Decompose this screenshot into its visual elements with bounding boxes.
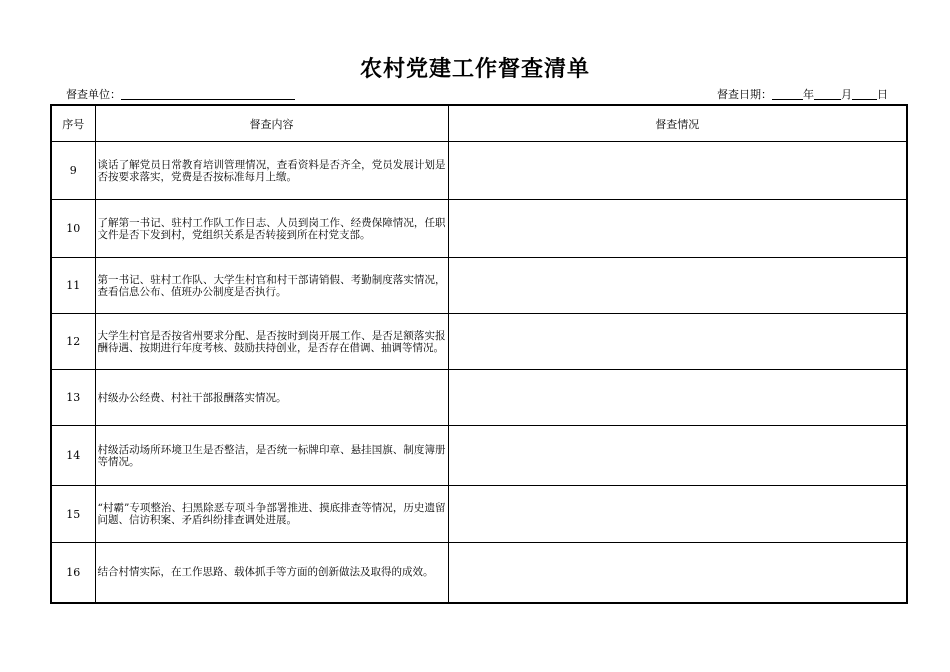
- row-number: 16: [51, 543, 95, 603]
- row-number: 14: [51, 426, 95, 486]
- row-number: 15: [51, 486, 95, 543]
- day-label: 日: [877, 88, 888, 101]
- row-number: 11: [51, 258, 95, 314]
- row-status-cell[interactable]: [448, 370, 907, 426]
- row-number: 13: [51, 370, 95, 426]
- row-status-cell[interactable]: [448, 314, 907, 370]
- row-status-cell[interactable]: [448, 486, 907, 543]
- table-row: [51, 486, 907, 543]
- table-row: [51, 258, 907, 314]
- row-content: 村级活动场所环境卫生是否整洁，是否统一标牌印章、悬挂国旗、制度簿册等情况。: [95, 426, 448, 486]
- inspection-date-line: [717, 86, 888, 102]
- row-content: “村霸”专项整治、扫黑除恶专项斗争部署推进、摸底排查等情况，历史遗留问题、信访积案、矛盾纠纷排查调处进展。: [95, 486, 448, 543]
- inspection-table: [50, 104, 908, 604]
- row-number: 12: [51, 314, 95, 370]
- column-header-number: 序号: [51, 105, 95, 142]
- inspection-date-label: 督查日期：: [717, 88, 772, 101]
- table-row: [51, 426, 907, 486]
- row-content: 第一书记、驻村工作队、大学生村官和村干部请销假、考勤制度落实情况，查看信息公布、值班办公制度是否执行。: [95, 258, 448, 314]
- table-row: [51, 543, 907, 603]
- row-status-cell[interactable]: [448, 426, 907, 486]
- table-header-row: [51, 105, 907, 142]
- row-content: 大学生村官是否按省州要求分配、是否按时到岗开展工作、是否足额落实报酬待遇、按期进行年度考核、鼓励扶持创业，是否存在借调、抽调等情况。: [95, 314, 448, 370]
- day-blank[interactable]: [852, 88, 877, 100]
- row-content: 了解第一书记、驻村工作队工作日志、人员到岗工作、经费保障情况，任职文件是否下发到村，党组织关系是否转接到所在村党支部。: [95, 200, 448, 258]
- column-header-status: 督查情况: [448, 105, 907, 142]
- row-content: 谈话了解党员日常教育培训管理情况，查看资料是否齐全，党员发展计划是否按要求落实，党费是否按标准每月上缴。: [95, 142, 448, 200]
- year-label: 年: [803, 88, 814, 101]
- month-blank[interactable]: [814, 88, 841, 100]
- row-number: 9: [51, 142, 95, 200]
- column-header-content: 督查内容: [95, 105, 448, 142]
- row-number: 10: [51, 200, 95, 258]
- inspection-unit-line: [66, 86, 295, 102]
- row-content: 结合村情实际，在工作思路、载体抓手等方面的创新做法及取得的成效。: [95, 543, 448, 603]
- table-row: [51, 200, 907, 258]
- row-status-cell[interactable]: [448, 142, 907, 200]
- row-status-cell[interactable]: [448, 543, 907, 603]
- row-status-cell[interactable]: [448, 200, 907, 258]
- inspection-unit-blank[interactable]: [121, 88, 295, 100]
- page-title: 农村党建工作督查清单: [359, 57, 590, 82]
- row-content: 村级办公经费、村社干部报酬落实情况。: [95, 370, 448, 426]
- table-row: [51, 370, 907, 426]
- month-label: 月: [841, 88, 852, 101]
- year-blank[interactable]: [772, 88, 803, 100]
- table-row: [51, 314, 907, 370]
- table-row: [51, 142, 907, 200]
- row-status-cell[interactable]: [448, 258, 907, 314]
- inspection-unit-label: 督查单位：: [66, 88, 121, 101]
